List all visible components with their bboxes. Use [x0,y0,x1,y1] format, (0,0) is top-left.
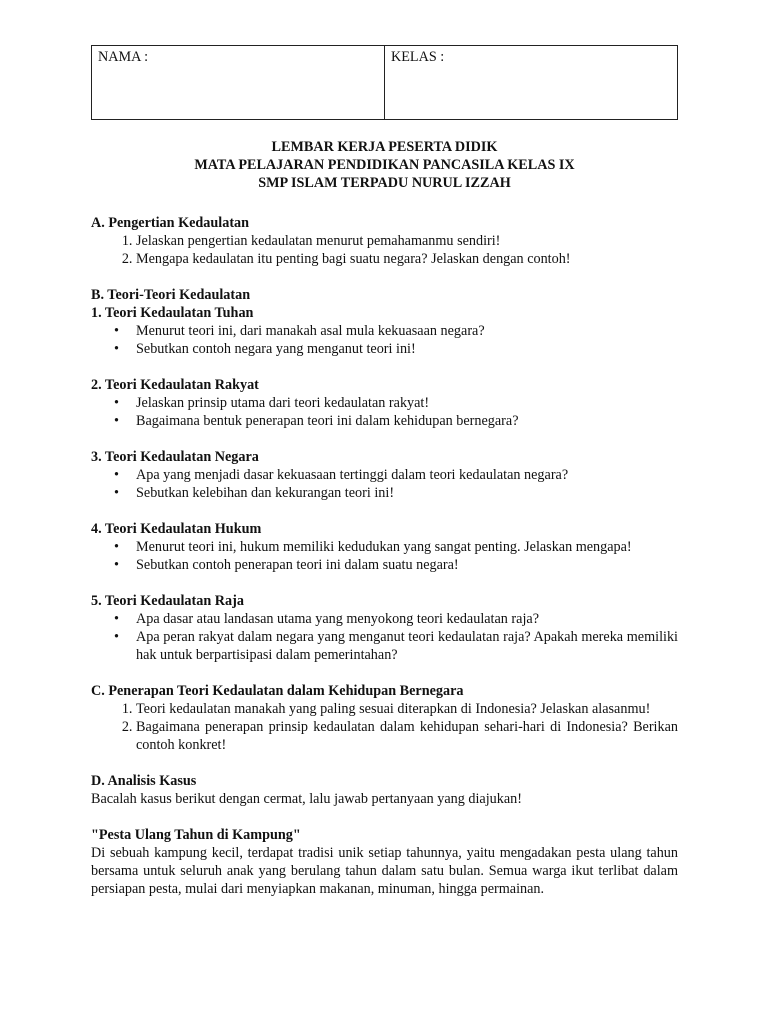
section-c-list [91,700,678,754]
section-b [91,286,678,664]
list-item: • Menurut teori ini, dari manakah asal mula kekuasaan negara? [136,322,678,340]
section-a-heading: A. Pengertian Kedaulatan [91,215,250,231]
theory-negara [91,448,678,502]
theory-question-list [91,466,678,502]
case-study [91,826,678,898]
section-b-heading: B. Teori-Teori Kedaulatan [91,287,251,303]
section-a [91,214,678,268]
theory-question-list [91,538,678,574]
student-info-table [91,45,678,120]
list-item: • Jelaskan prinsip utama dari teori kedaulatan rakyat! [136,394,678,412]
theory-question-list [91,610,678,664]
list-item: • Sebutkan contoh negara yang menganut teori ini! [136,340,678,358]
list-item: • Sebutkan contoh penerapan teori ini dalam suatu negara! [136,556,678,574]
section-d [91,772,678,898]
nama-field[interactable] [92,46,384,119]
section-d-heading: D. Analisis Kasus [91,773,197,789]
list-item: • Menurut teori ini, hukum memiliki kedudukan yang sangat penting. Jelaskan mengapa! [136,538,678,556]
list-item: 2. Mengapa kedaulatan itu penting bagi suatu negara? Jelaskan dengan contoh! [136,250,678,268]
list-item: 1. Teori kedaulatan manakah yang paling sesuai diterapkan di Indonesia? Jelaskan alasanmu! [136,700,678,718]
theory-heading: 3. Teori Kedaulatan Negara [91,449,259,465]
theory-heading: 2. Teori Kedaulatan Rakyat [91,377,259,393]
worksheet-content [91,214,678,898]
section-c-heading: C. Penerapan Teori Kedaulatan dalam Kehidupan Bernegara [91,683,464,699]
list-item: 2. Bagaimana penerapan prinsip kedaulatan dalam kehidupan sehari-hari di Indonesia? Berikan contoh konkret! [136,718,678,754]
kelas-label: KELAS : [391,49,445,65]
list-item: • Sebutkan kelebihan dan kekurangan teori ini! [136,484,678,502]
case-text: Di sebuah kampung kecil, terdapat tradisi unik setiap tahunnya, yaitu mengadakan pesta ulang tahun bersama untuk seluruh anak yang berulang tahun dalam satu bulan. Semua warga ikut terlibat dalam persiapan pesta, mulai dari menyiapkan makanan, minuman, hingga permainan. [91,845,678,897]
theory-hukum [91,520,678,574]
theory-heading: 1. Teori Kedaulatan Tuhan [91,305,254,321]
theory-raja [91,592,678,664]
nama-label: NAMA : [98,49,149,65]
list-item: 1. Jelaskan pengertian kedaulatan menurut pemahamanmu sendiri! [136,232,678,250]
kelas-field[interactable] [384,46,677,119]
theory-rakyat [91,376,678,430]
section-a-list [91,232,678,268]
title-line-3: SMP ISLAM TERPADU NURUL IZZAH [258,175,511,191]
theory-question-list [91,394,678,430]
theory-heading: 5. Teori Kedaulatan Raja [91,593,244,609]
list-item: • Apa peran rakyat dalam negara yang menganut teori kedaulatan raja? Apakah mereka memiliki hak untuk berpartisipasi dalam pemerintahan? [136,628,678,664]
list-item: • Bagaimana bentuk penerapan teori ini dalam kehidupan bernegara? [136,412,678,430]
title-line-1: LEMBAR KERJA PESERTA DIDIK [271,139,498,155]
theory-heading: 4. Teori Kedaulatan Hukum [91,521,262,537]
document-title [91,138,678,192]
theory-question-list [91,322,678,358]
list-item: • Apa dasar atau landasan utama yang menyokong teori kedaulatan raja? [136,610,678,628]
section-c [91,682,678,754]
case-title: "Pesta Ulang Tahun di Kampung" [91,827,301,843]
list-item: • Apa yang menjadi dasar kekuasaan tertinggi dalam teori kedaulatan negara? [136,466,678,484]
theory-tuhan [91,304,678,358]
title-line-2: MATA PELAJARAN PENDIDIKAN PANCASILA KELAS IX [194,157,575,173]
section-d-instruction: Bacalah kasus berikut dengan cermat, lalu jawab pertanyaan yang diajukan! [91,791,522,807]
